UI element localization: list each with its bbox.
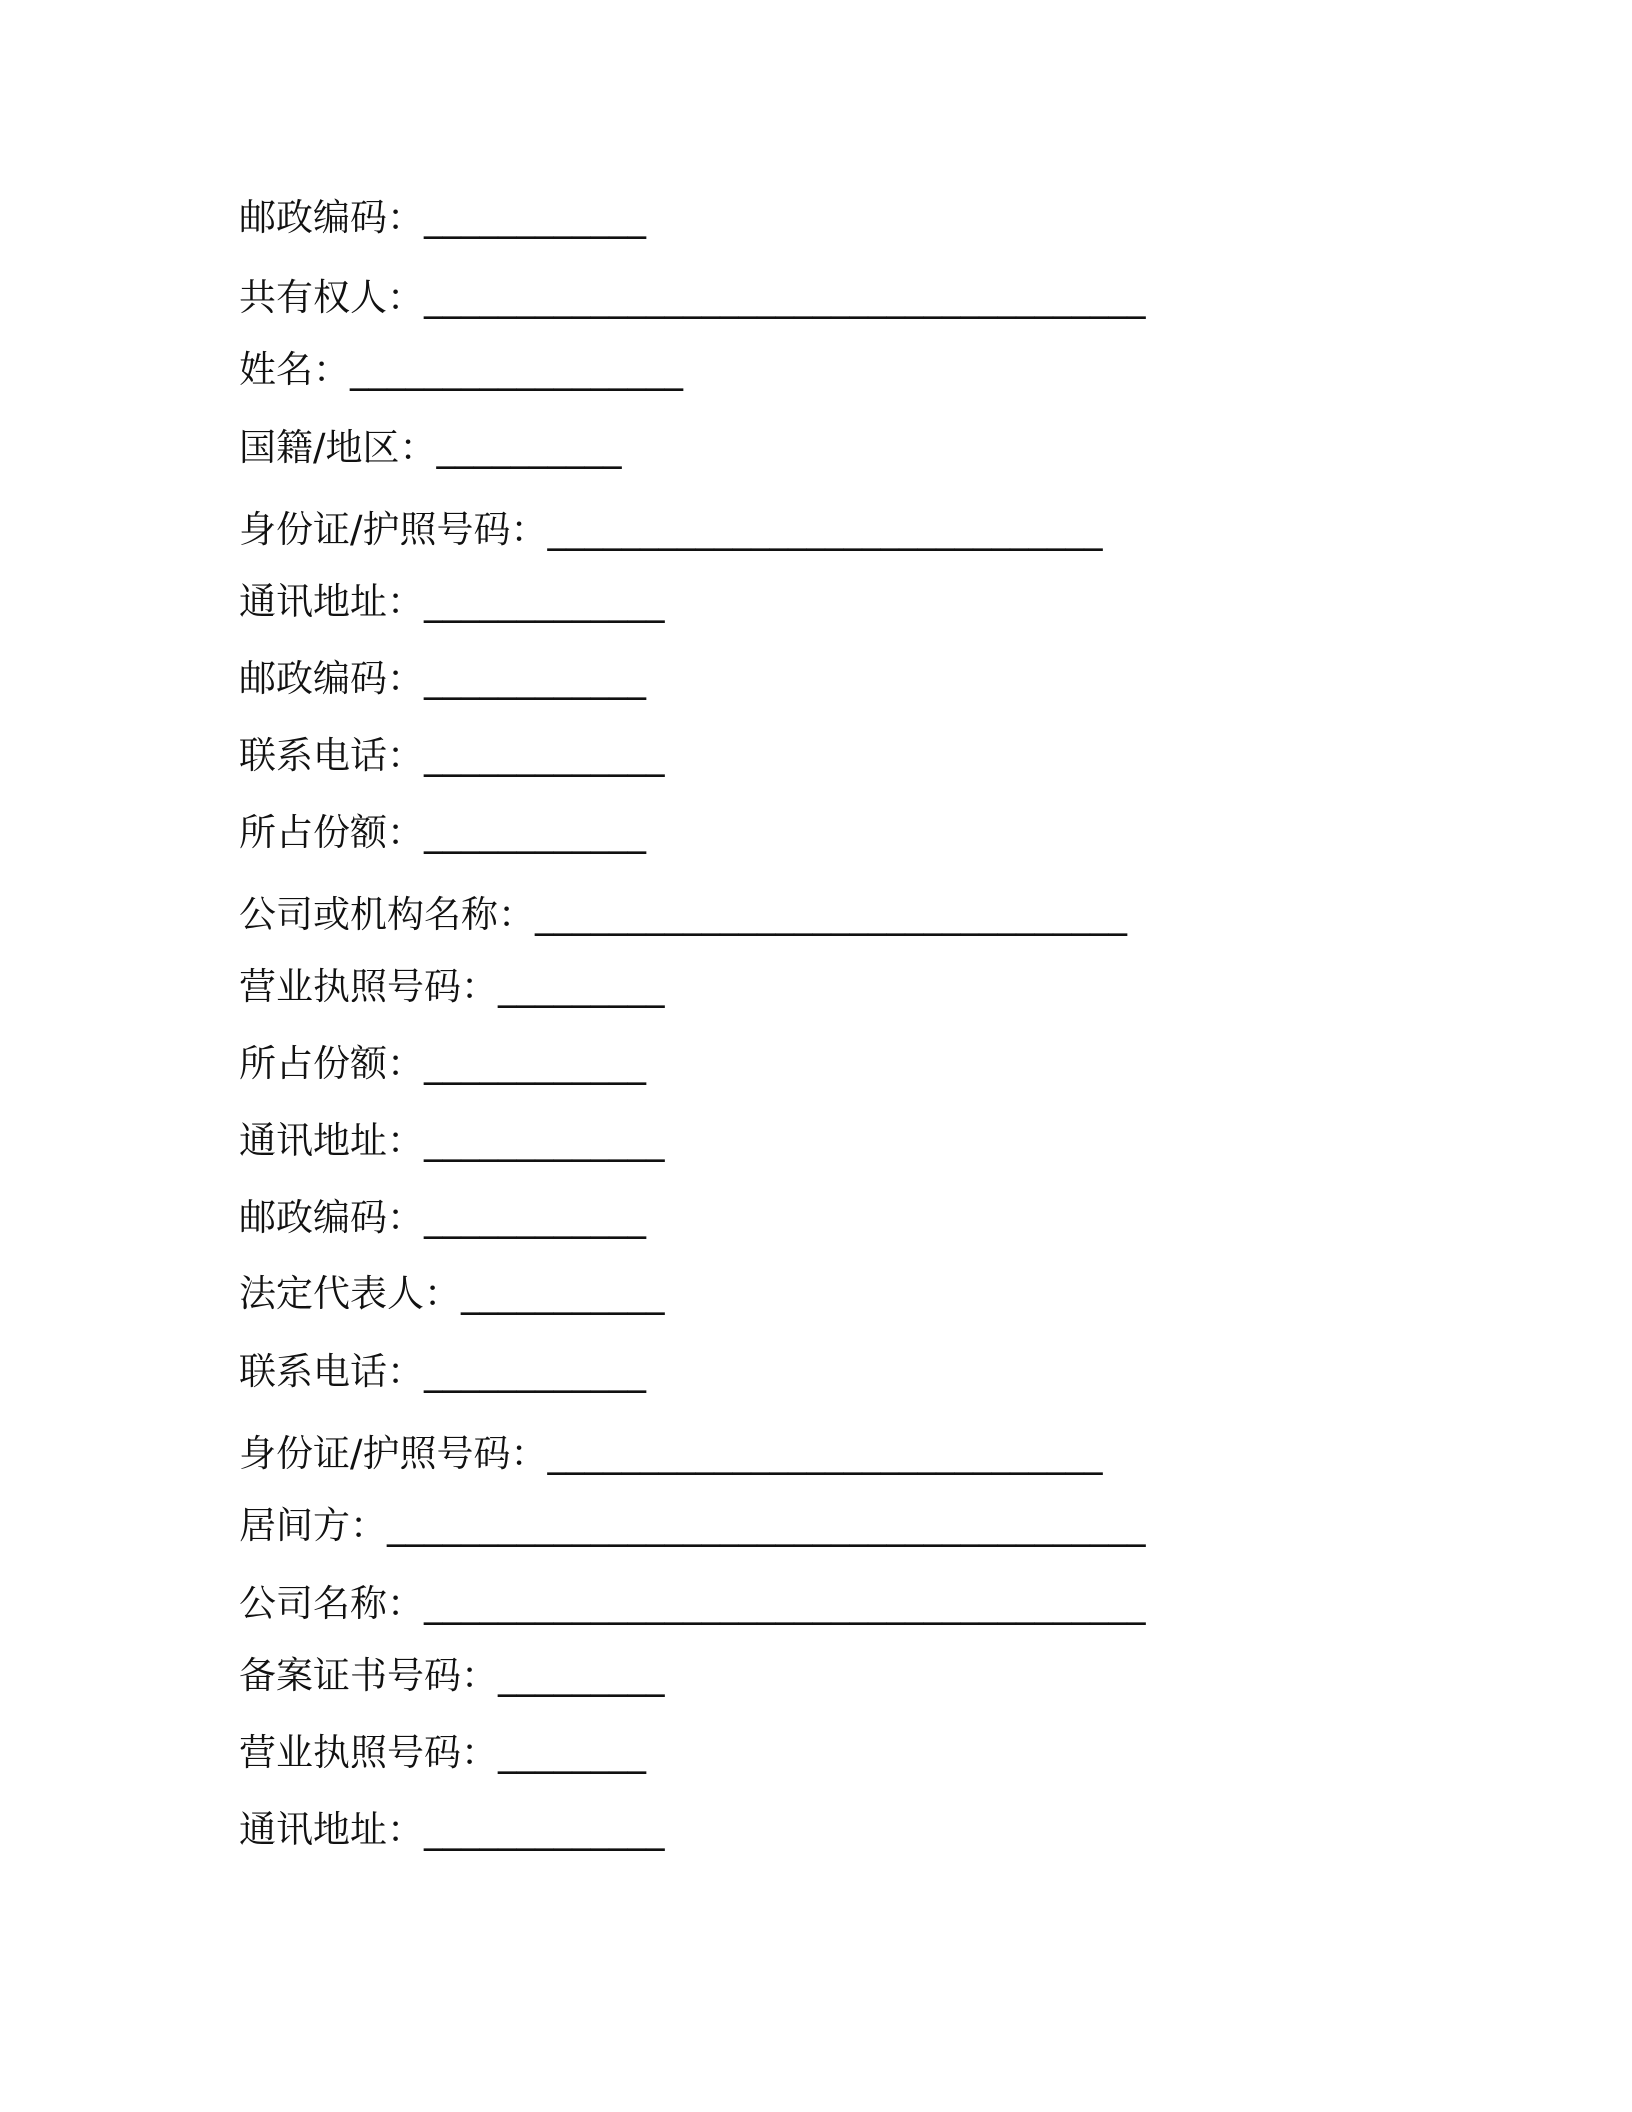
- share-label: 所占份额：: [239, 1042, 424, 1085]
- nationality-line: [239, 424, 621, 472]
- share-blank: ____________: [424, 1042, 646, 1085]
- id-passport-blank: ______________________________: [547, 508, 1103, 551]
- share-label: 所占份额：: [239, 811, 424, 854]
- business-license-blank: ________: [498, 1731, 646, 1774]
- postal-code-line: [239, 655, 646, 703]
- filing-certificate-line: [239, 1652, 665, 1700]
- share-line: [239, 809, 646, 857]
- mailing-address-label: 通讯地址：: [239, 580, 424, 623]
- legal-representative-label: 法定代表人：: [239, 1272, 461, 1315]
- share-line: [239, 1040, 646, 1088]
- phone-label: 联系电话：: [239, 1350, 424, 1393]
- intermediary-label: 居间方：: [239, 1504, 387, 1547]
- legal-representative-line: [239, 1270, 665, 1318]
- nationality-blank: __________: [436, 426, 622, 469]
- name-blank: __________________: [350, 348, 683, 391]
- business-license-line: [239, 963, 665, 1011]
- postal-code-line: [239, 194, 646, 242]
- mailing-address-line: [239, 1806, 665, 1854]
- postal-code-label: 邮政编码：: [239, 196, 424, 239]
- name-label: 姓名：: [239, 348, 350, 391]
- business-license-label: 营业执照号码：: [239, 965, 498, 1008]
- share-blank: ____________: [424, 811, 646, 854]
- postal-code-blank: ____________: [424, 657, 646, 700]
- phone-line: [239, 732, 665, 780]
- company-or-org-name-blank: ________________________________: [535, 893, 1127, 936]
- co-owner-line: [239, 274, 1146, 322]
- business-license-blank: _________: [498, 965, 665, 1008]
- intermediary-blank: _________________________________________: [387, 1504, 1146, 1547]
- name-line: [239, 346, 683, 394]
- postal-code-label: 邮政编码：: [239, 657, 424, 700]
- mailing-address-blank: _____________: [424, 1119, 665, 1162]
- mailing-address-blank: _____________: [424, 1808, 665, 1851]
- intermediary-line: [239, 1502, 1146, 1550]
- co-owner-label: 共有权人：: [239, 276, 424, 319]
- mailing-address-label: 通讯地址：: [239, 1808, 424, 1851]
- phone-line: [239, 1348, 646, 1396]
- nationality-label: 国籍/地区：: [239, 426, 437, 469]
- postal-code-blank: ____________: [424, 196, 646, 239]
- company-name-blank: _______________________________________: [424, 1582, 1146, 1625]
- filing-certificate-label: 备案证书号码：: [239, 1654, 498, 1697]
- postal-code-label: 邮政编码：: [239, 1196, 424, 1239]
- mailing-address-label: 通讯地址：: [239, 1119, 424, 1162]
- legal-representative-blank: ___________: [461, 1272, 665, 1315]
- phone-label: 联系电话：: [239, 734, 424, 777]
- company-name-line: [239, 1580, 1146, 1628]
- mailing-address-line: [239, 578, 665, 626]
- id-passport-label: 身份证/护照号码：: [239, 508, 548, 551]
- postal-code-blank: ____________: [424, 1196, 646, 1239]
- company-name-label: 公司名称：: [239, 1582, 424, 1625]
- id-passport-label: 身份证/护照号码：: [239, 1432, 548, 1475]
- company-or-org-name-label: 公司或机构名称：: [239, 893, 535, 936]
- id-passport-blank: ______________________________: [547, 1432, 1103, 1475]
- business-license-line: [239, 1729, 646, 1777]
- mailing-address-line: [239, 1117, 665, 1165]
- co-owner-blank: _______________________________________: [424, 276, 1146, 319]
- company-or-org-name-line: [239, 891, 1127, 939]
- id-passport-line: [239, 1430, 1102, 1478]
- id-passport-line: [239, 506, 1102, 554]
- phone-blank: ____________: [424, 1350, 646, 1393]
- postal-code-line: [239, 1194, 646, 1242]
- filing-certificate-blank: _________: [498, 1654, 665, 1697]
- mailing-address-blank: _____________: [424, 580, 665, 623]
- business-license-label: 营业执照号码：: [239, 1731, 498, 1774]
- phone-blank: _____________: [424, 734, 665, 777]
